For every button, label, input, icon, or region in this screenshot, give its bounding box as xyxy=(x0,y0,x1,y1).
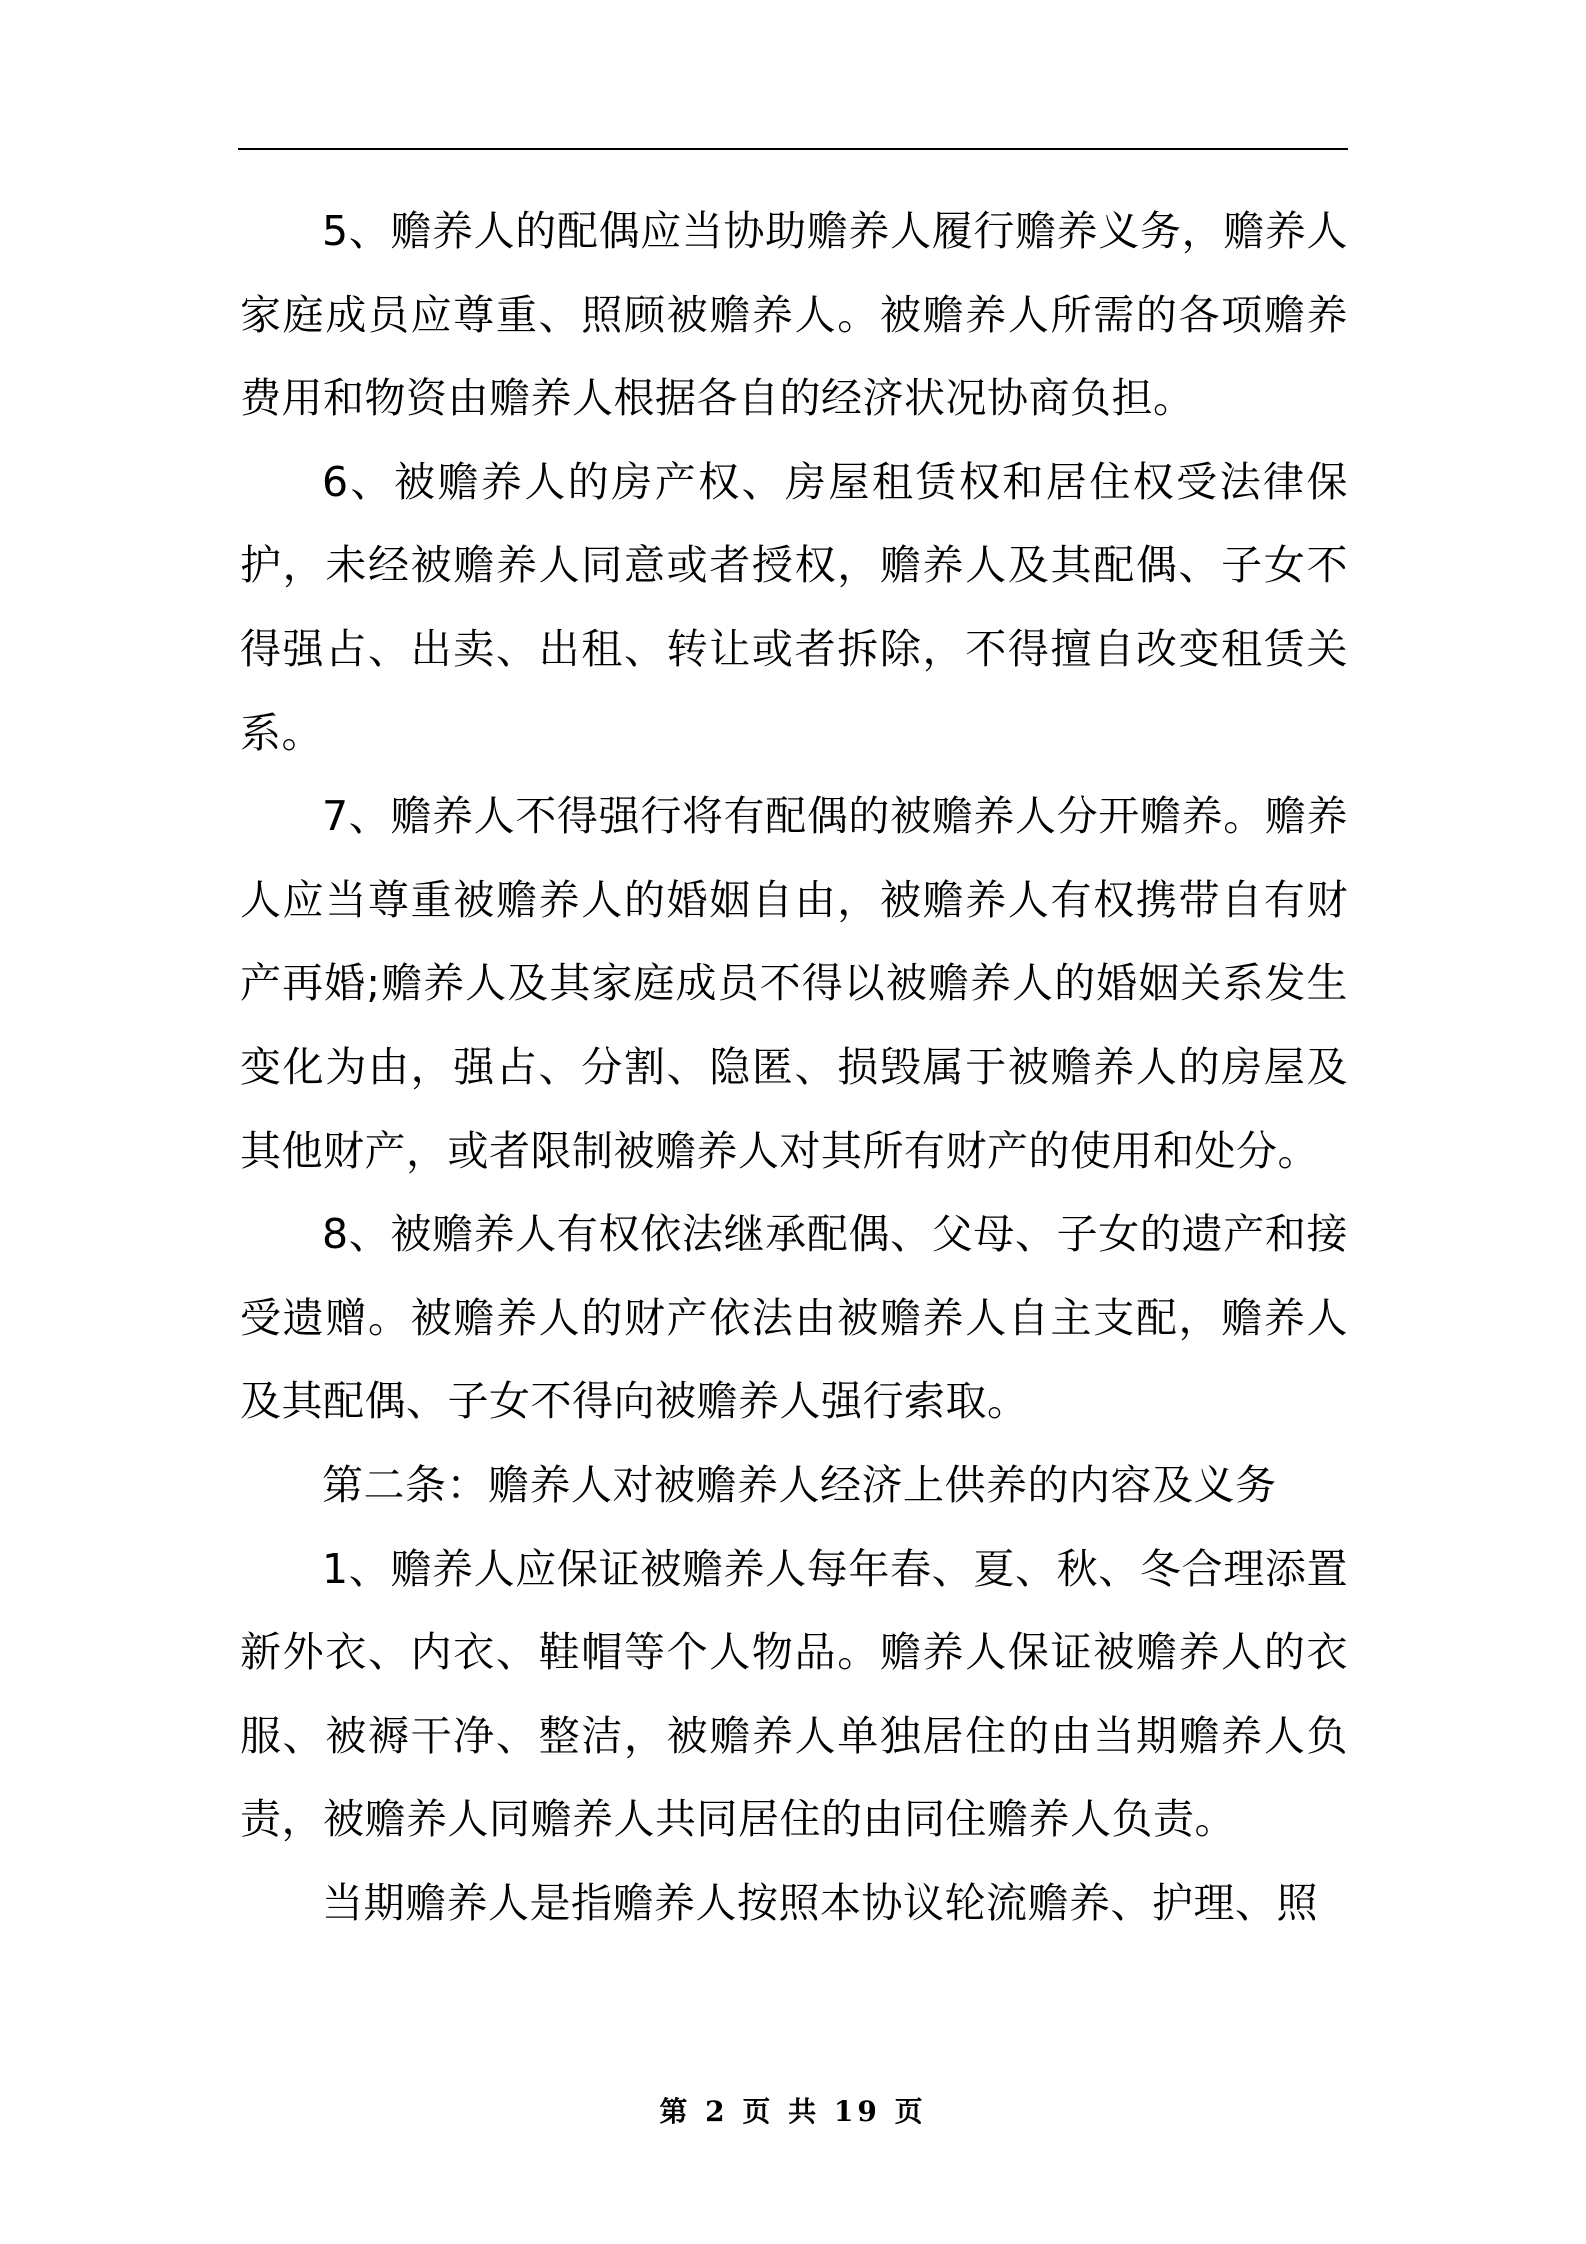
paragraph-clause-8: 8、被赡养人有权依法继承配偶、父母、子女的遗产和接受遗赠。被赡养人的财产依法由被赡养人自主支配，赡养人及其配偶、子女不得向被赡养人强行索取。 xyxy=(240,1210,1348,1426)
paragraph-clause-7: 7、赡养人不得强行将有配偶的被赡养人分开赡养。赡养人应当尊重被赡养人的婚姻自由，被赡养人有权携带自有财产再婚;赡养人及其家庭成员不得以被赡养人的婚姻关系发生变化为由，强占、分割、隐匿、损毁属于被赡养人的房屋及其他财产，或者限制被赡养人对其所有财产的使用和处分。 xyxy=(240,792,1348,1175)
paragraph-clause-6: 6、被赡养人的房产权、房屋租赁权和居住权受法律保护，未经被赡养人同意或者授权，赡养人及其配偶、子女不得强占、出卖、出租、转让或者拆除，不得擅自改变租赁关系。 xyxy=(240,457,1348,757)
paragraph-article-2-item-1: 1、赡养人应保证被赡养人每年春、夏、秋、冬合理添置新外衣、内衣、鞋帽等个人物品。赡养人保证被赡养人的衣服、被褥干净、整洁，被赡养人单独居住的由当期赡养人负责，被赡养人同赡养人共同居住的由同住赡养人负责。 xyxy=(240,1544,1348,1844)
header-rule xyxy=(238,148,1348,150)
page-number-footer: 第 2 页 共 19 页 xyxy=(659,2095,927,2128)
document-body xyxy=(240,190,1348,1945)
section-heading-article-2: 第二条：赡养人对被赡养人经济上供养的内容及义务 xyxy=(322,1460,1277,1509)
paragraph-current-caregiver-definition: 当期赡养人是指赡养人按照本协议轮流赡养、护理、照 xyxy=(322,1878,1318,1927)
paragraph-clause-5: 5、赡养人的配偶应当协助赡养人履行赡养义务，赡养人家庭成员应尊重、照顾被赡养人。被赡养人所需的各项赡养费用和物资由赡养人根据各自的经济状况协商负担。 xyxy=(240,207,1348,423)
